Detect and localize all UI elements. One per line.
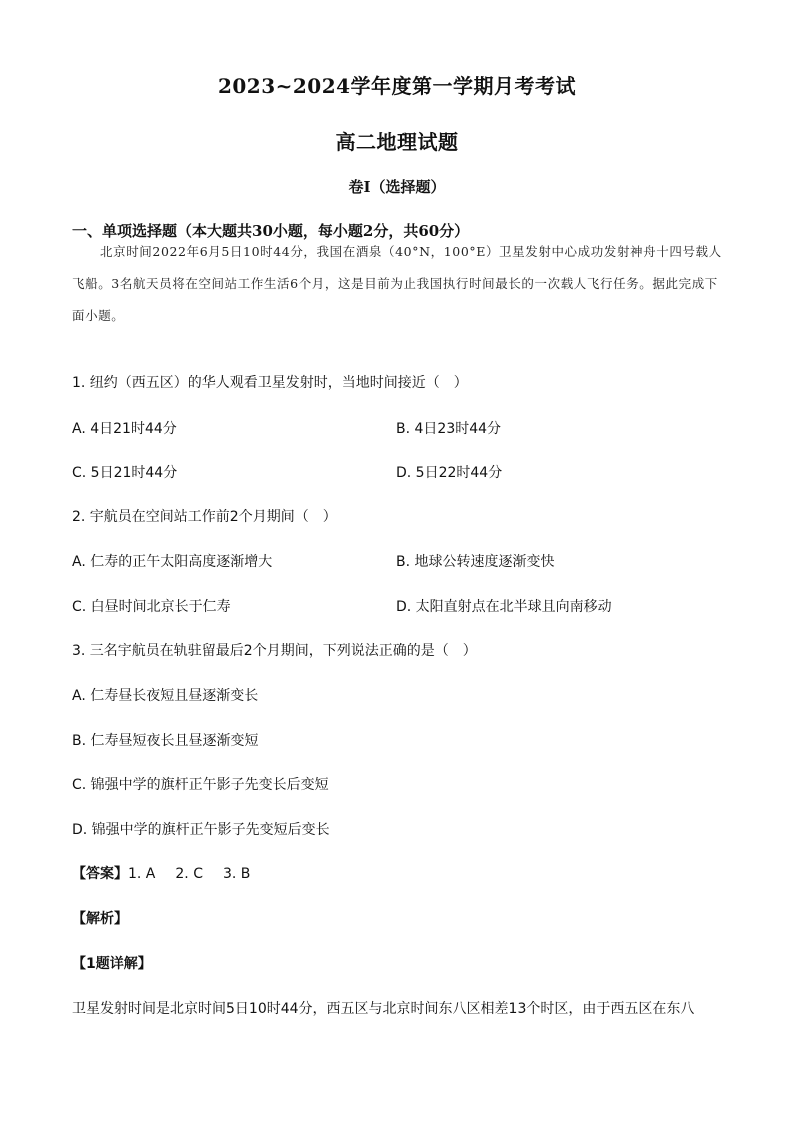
volume-title: 卷I（选择题）	[348, 178, 446, 196]
analysis-detail-label: 【1题详解】	[72, 956, 152, 972]
question-2-option-b: B. 地球公转速度逐渐变快	[396, 554, 555, 570]
analysis-text: 卫星发射时间是北京时间5日10时44分，西五区与北京时间东八区相差13个时区，由于西五区在东八	[72, 1001, 695, 1017]
question-2-option-a: A. 仁寿的正午太阳高度逐渐增大	[72, 554, 273, 570]
answer-row	[72, 863, 270, 883]
question-2-stem: 2. 宇航员在空间站工作前2个月期间（ ）	[72, 509, 337, 525]
question-3-option-a: A. 仁寿昼长夜短且昼逐渐变长	[72, 688, 259, 704]
question-2-option-d: D. 太阳直射点在北半球且向南移动	[396, 599, 612, 615]
answer-item: 3. B	[222, 866, 251, 882]
question-1-stem: 1. 纽约（西五区）的华人观看卫星发射时，当地时间接近（ ）	[72, 375, 468, 391]
answer-label: 【答案】	[72, 866, 128, 882]
question-1-option-c: C. 5日21时44分	[72, 465, 178, 481]
question-3-stem: 3. 三名宇航员在轨驻留最后2个月期间，下列说法正确的是（ ）	[72, 643, 477, 659]
reading-passage: 北京时间2022年6月5日10时44分，我国在酒泉（40°N，100°E）卫星发射中心成功发射神舟十四号载人飞船。3名航天员将在空间站工作生活6个月，这是目前为止我国执行时间最长的一次载人飞行任务。据此完成下面小题。	[72, 244, 722, 323]
question-3-option-d: D. 锦强中学的旗杆正午影子先变短后变长	[72, 822, 330, 838]
subject-title: 高二地理试题	[335, 130, 459, 154]
section-heading: 一、单项选择题（本大题共30小题，每小题2分，共60分）	[72, 222, 470, 240]
analysis-label: 【解析】	[72, 911, 128, 927]
question-2-option-c: C. 白昼时间北京长于仁寿	[72, 599, 231, 615]
answer-item: 2. C	[175, 866, 203, 882]
question-1-option-b: B. 4日23时44分	[396, 421, 502, 437]
question-1-option-a: A. 4日21时44分	[72, 421, 177, 437]
question-1-option-d: D. 5日22时44分	[396, 465, 503, 481]
question-3-option-c: C. 锦强中学的旗杆正午影子先变长后变短	[72, 777, 329, 793]
exam-title: 2023~2024学年度第一学期月考考试	[217, 74, 577, 98]
question-3-option-b: B. 仁寿昼短夜长且昼逐渐变短	[72, 733, 259, 749]
answer-item: 1. A	[128, 866, 156, 882]
